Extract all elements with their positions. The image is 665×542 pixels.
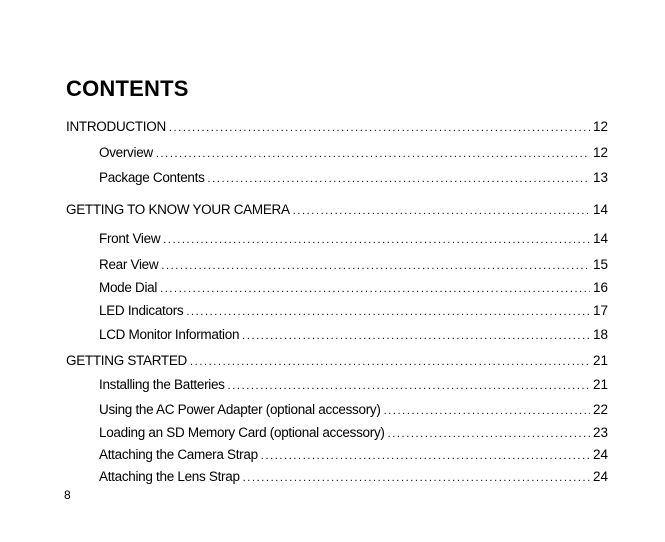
toc-entry-lcd-monitor[interactable] <box>99 326 608 344</box>
toc-entry-label: INTRODUCTION <box>66 119 166 134</box>
dot-leader <box>186 303 590 321</box>
toc-entry-label: GETTING TO KNOW YOUR CAMERA <box>66 202 290 217</box>
toc-entry-page: 22 <box>592 402 608 417</box>
toc-entry-rear-view[interactable] <box>99 256 608 274</box>
toc-entry-label: LCD Monitor Information <box>99 327 240 342</box>
toc-entry-page: 13 <box>592 170 608 185</box>
toc-entry-front-view[interactable] <box>99 230 608 248</box>
dot-leader <box>261 447 590 465</box>
toc-entry-installing-batteries[interactable] <box>99 376 608 394</box>
toc-entry-page: 21 <box>592 353 608 368</box>
toc-entry-getting-started[interactable] <box>66 352 608 370</box>
toc-entry-label: GETTING STARTED <box>66 353 188 368</box>
toc-entry-introduction[interactable] <box>66 118 608 136</box>
toc-entry-page: 14 <box>592 202 608 217</box>
toc-entry-label: Attaching the Lens Strap <box>99 469 240 484</box>
dot-leader <box>242 327 590 345</box>
dot-leader <box>190 353 590 371</box>
dot-leader <box>388 425 590 443</box>
toc-entry-page: 24 <box>592 447 608 462</box>
toc-entry-label: Front View <box>99 231 161 246</box>
dot-leader <box>160 280 590 298</box>
dot-leader <box>243 469 590 487</box>
dot-leader <box>156 145 590 163</box>
dot-leader <box>161 257 590 275</box>
toc-entry-mode-dial[interactable] <box>99 279 608 297</box>
toc-entry-led-indicators[interactable] <box>99 302 608 320</box>
toc-entry-page: 16 <box>592 280 608 295</box>
toc-entry-ac-power-adapter[interactable] <box>99 401 608 419</box>
toc-entry-label: Overview <box>99 145 153 160</box>
page-number: 8 <box>64 488 71 502</box>
toc-entry-label: Using the AC Power Adapter (optional accessory) <box>99 402 381 417</box>
toc-entry-label: Installing the Batteries <box>99 377 225 392</box>
toc-entry-label: Loading an SD Memory Card (optional accessory) <box>99 425 385 440</box>
toc-entry-camera-strap[interactable] <box>99 446 608 464</box>
toc-entry-lens-strap[interactable] <box>99 468 608 486</box>
toc-entry-page: 12 <box>592 145 608 160</box>
toc-entry-label: Package Contents <box>99 170 205 185</box>
dot-leader <box>384 402 590 420</box>
toc-entry-package-contents[interactable] <box>99 169 608 187</box>
toc-entry-label: LED Indicators <box>99 303 184 318</box>
dot-leader <box>163 231 590 249</box>
toc-entry-page: 12 <box>592 119 608 134</box>
dot-leader <box>169 119 590 137</box>
toc-entry-label: Attaching the Camera Strap <box>99 447 258 462</box>
dot-leader <box>228 377 590 395</box>
toc-entry-page: 17 <box>592 303 608 318</box>
toc-entry-page: 21 <box>592 377 608 392</box>
toc-entry-page: 23 <box>592 425 608 440</box>
page-title: CONTENTS <box>66 76 189 101</box>
dot-leader <box>208 170 590 188</box>
toc-entry-page: 24 <box>592 469 608 484</box>
toc-entry-page: 14 <box>592 231 608 246</box>
toc-entry-getting-to-know[interactable] <box>66 201 608 219</box>
toc-entry-overview[interactable] <box>99 144 608 162</box>
toc-entry-page: 18 <box>592 327 608 342</box>
toc-entry-sd-memory-card[interactable] <box>99 424 608 442</box>
toc-entry-label: Rear View <box>99 257 159 272</box>
toc-entry-label: Mode Dial <box>99 280 158 295</box>
toc-entry-page: 15 <box>592 257 608 272</box>
dot-leader <box>293 202 590 220</box>
